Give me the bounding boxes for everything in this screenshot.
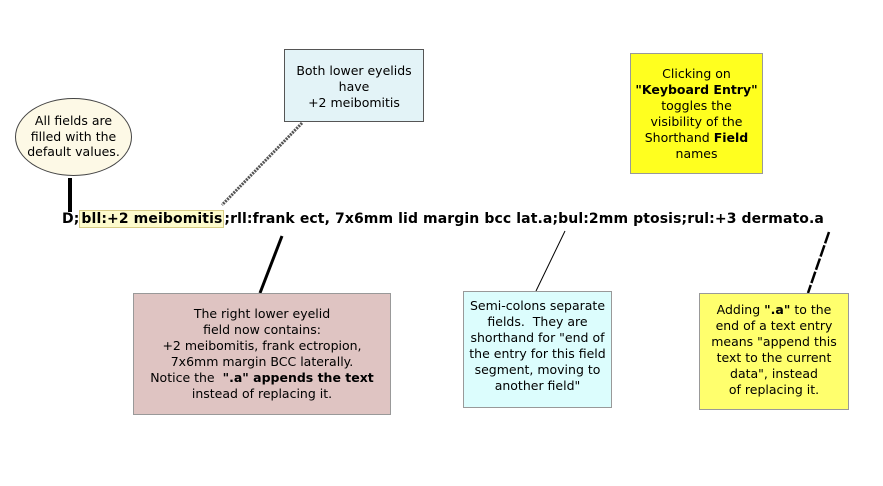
callout-text: toggles the	[661, 98, 732, 113]
callout-text: +2 meibomitis, frank ectropion,	[162, 338, 362, 353]
callout-text: field now contains:	[203, 322, 321, 337]
field-label: Field	[713, 130, 749, 145]
callout-text: have	[338, 79, 370, 94]
callout-text: 7x6mm margin BCC laterally.	[170, 354, 354, 369]
semicolons-connector	[536, 231, 565, 291]
defaults-callout	[15, 98, 132, 176]
callout-text: Both lower eyelids	[296, 63, 412, 78]
callout-text: Adding	[716, 302, 765, 317]
callout-text: +2 meibomitis	[308, 95, 400, 110]
callout-text: text to the current	[716, 350, 832, 365]
shorthand-highlight: bll:+2 meibomitis	[81, 211, 223, 227]
callout-text: Clicking on	[662, 66, 731, 81]
callout-text: means "append this	[711, 334, 837, 349]
callout-text: to the	[790, 302, 832, 317]
callout-text: of replacing it.	[728, 382, 820, 397]
right-lower-connector	[260, 236, 282, 293]
append-callout	[699, 293, 849, 410]
shorthand-prefix: D;	[62, 211, 80, 227]
keyboard-entry-callout	[630, 53, 763, 174]
callout-text: another field"	[494, 378, 581, 393]
callout-text: segment, moving to	[474, 362, 601, 377]
shorthand-string	[62, 211, 824, 227]
callout-text: default values.	[27, 144, 120, 159]
append-note: ".a" appends the text	[222, 370, 374, 385]
callout-text: visibility of the	[650, 114, 743, 129]
lower-lids-callout	[284, 49, 424, 122]
callout-text: the entry for this field	[469, 346, 606, 361]
callout-text: filled with the	[30, 128, 117, 144]
callout-text: fields. They are	[487, 314, 588, 329]
callout-text: names	[675, 146, 718, 161]
callout-text: data", instead	[730, 366, 818, 381]
callout-text: All fields are	[34, 113, 113, 128]
lower-lids-connector	[222, 123, 302, 205]
callout-text: shorthand for "end of	[470, 330, 605, 345]
shorthand-rest: ;rll:frank ect, 7x6mm lid margin bcc lat.a;bul:2mm ptosis;rul:+3 dermato.a	[224, 211, 824, 227]
callout-text: instead of replacing it.	[191, 386, 333, 401]
callout-text: The right lower eyelid	[193, 306, 331, 321]
callout-text: end of a text entry	[715, 318, 833, 333]
semicolons-callout	[463, 291, 612, 408]
callout-text: Semi-colons separate	[469, 298, 606, 313]
append-connector	[808, 232, 829, 293]
keyboard-entry-label: "Keyboard Entry"	[635, 82, 758, 97]
right-lower-callout	[133, 293, 391, 415]
callout-text: Notice the	[150, 370, 223, 385]
callout-text: Shorthand	[644, 130, 714, 145]
append-token: ".a"	[764, 302, 791, 317]
